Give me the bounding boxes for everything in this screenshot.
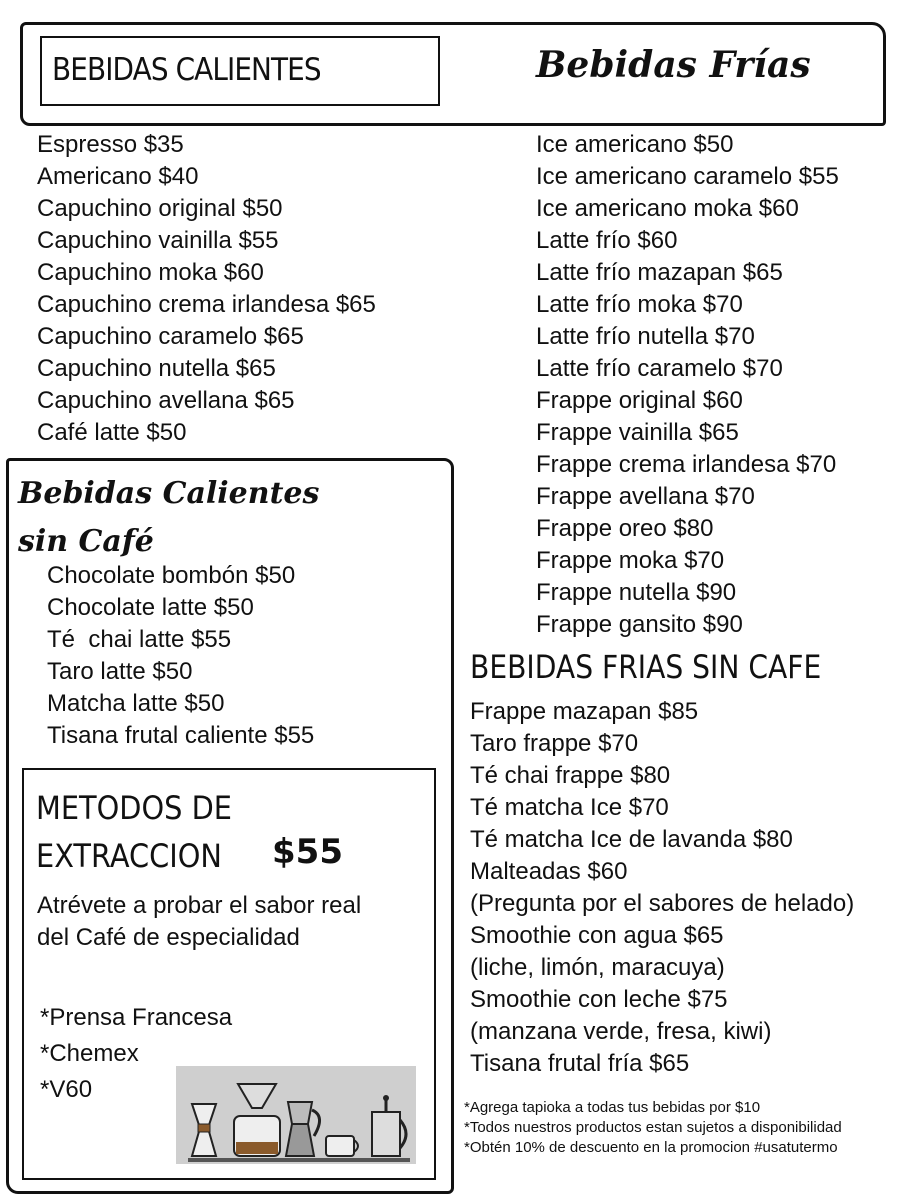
cold-no-coffee-list <box>470 696 854 1080</box>
hot-drinks-title: BEBIDAS CALIENTES <box>52 52 321 88</box>
menu-item: Frappe avellana $70 <box>536 483 755 510</box>
menu-item: Frappe oreo $80 <box>536 515 714 542</box>
menu-item: Frappe vainilla $65 <box>536 419 739 446</box>
menu-item-note: (liche, limón, maracuya) <box>470 954 725 981</box>
menu-item: Capuchino caramelo $65 <box>37 323 304 350</box>
menu-item: Ice americano moka $60 <box>536 195 799 222</box>
hot-drinks-list <box>37 129 376 449</box>
menu-item: Smoothie con agua $65 <box>470 922 724 949</box>
menu-item: Té chai latte $55 <box>47 626 232 653</box>
menu-item: Matcha latte $50 <box>47 690 225 717</box>
footnote: *Todos nuestros productos estan sujetos a disponibilidad <box>464 1119 842 1136</box>
menu-item: Tisana frutal fría $65 <box>470 1050 690 1077</box>
menu-item: Capuchino original $50 <box>37 195 283 222</box>
method-item: *V60 <box>40 1076 93 1103</box>
hot-no-coffee-list <box>47 560 314 752</box>
title-line: EXTRACCION <box>36 837 222 875</box>
menu-item: Ice americano caramelo $55 <box>536 163 839 190</box>
menu-item: Latte frío moka $70 <box>536 291 743 318</box>
cold-drinks-list <box>536 129 839 641</box>
menu-item: Frappe nutella $90 <box>536 579 737 606</box>
title-line: METODOS DE <box>36 789 232 827</box>
menu-item: Frappe crema irlandesa $70 <box>536 451 837 478</box>
methods-description: Atrévete a probar el sabor real del Café de especialidad <box>37 892 362 951</box>
menu-item: Té chai frappe $80 <box>470 762 671 789</box>
menu-item: Capuchino vainilla $55 <box>37 227 279 254</box>
menu-item: Capuchino crema irlandesa $65 <box>37 291 376 318</box>
menu-item: Taro latte $50 <box>47 658 193 685</box>
menu-item: Frappe mazapan $85 <box>470 698 699 725</box>
menu-item-note: (manzana verde, fresa, kiwi) <box>470 1018 772 1045</box>
menu-item: Frappe gansito $90 <box>536 611 743 638</box>
methods-title <box>36 784 232 880</box>
cold-drinks-title: Bebidas Frías <box>536 44 811 86</box>
method-item: *Chemex <box>40 1040 139 1067</box>
methods-price: $55 <box>272 832 343 872</box>
method-item: *Prensa Francesa <box>40 1004 233 1031</box>
menu-item: Latte frío mazapan $65 <box>536 259 783 286</box>
menu-item: Café latte $50 <box>37 419 187 446</box>
menu-item: Capuchino moka $60 <box>37 259 264 286</box>
title-line: Bebidas Calientes <box>18 476 320 511</box>
menu-item: Latte frío nutella $70 <box>536 323 755 350</box>
menu-item: Té matcha Ice $70 <box>470 794 669 821</box>
menu-item: Malteadas $60 <box>470 858 628 885</box>
menu-item: Tisana frutal caliente $55 <box>47 722 315 749</box>
menu-item: Latte frío caramelo $70 <box>536 355 783 382</box>
menu-item: Capuchino nutella $65 <box>37 355 276 382</box>
menu-item: Ice americano $50 <box>536 131 734 158</box>
menu-item: Espresso $35 <box>37 131 184 158</box>
hot-no-coffee-title <box>18 470 319 566</box>
footnote: *Agrega tapioka a todas tus bebidas por $10 <box>464 1099 761 1116</box>
menu-item: Chocolate bombón $50 <box>47 562 296 589</box>
coffee-brewing-equipment-icon <box>176 1066 416 1164</box>
menu-item: Frappe original $60 <box>536 387 743 414</box>
menu-item: Té matcha Ice de lavanda $80 <box>470 826 793 853</box>
title-line: sin Café <box>18 524 154 559</box>
menu-item: Smoothie con leche $75 <box>470 986 728 1013</box>
menu-item: Taro frappe $70 <box>470 730 639 757</box>
menu-item: Americano $40 <box>37 163 199 190</box>
cold-no-coffee-title: BEBIDAS FRIAS SIN CAFE <box>470 648 822 686</box>
menu-item: Chocolate latte $50 <box>47 594 254 621</box>
menu-item: Capuchino avellana $65 <box>37 387 295 414</box>
menu-item: Latte frío $60 <box>536 227 678 254</box>
footnotes <box>464 1098 842 1158</box>
menu-item-note: (Pregunta por el sabores de helado) <box>470 890 855 917</box>
footnote: *Obtén 10% de descuento en la promocion #usatutermo <box>464 1139 838 1156</box>
menu-item: Frappe moka $70 <box>536 547 725 574</box>
